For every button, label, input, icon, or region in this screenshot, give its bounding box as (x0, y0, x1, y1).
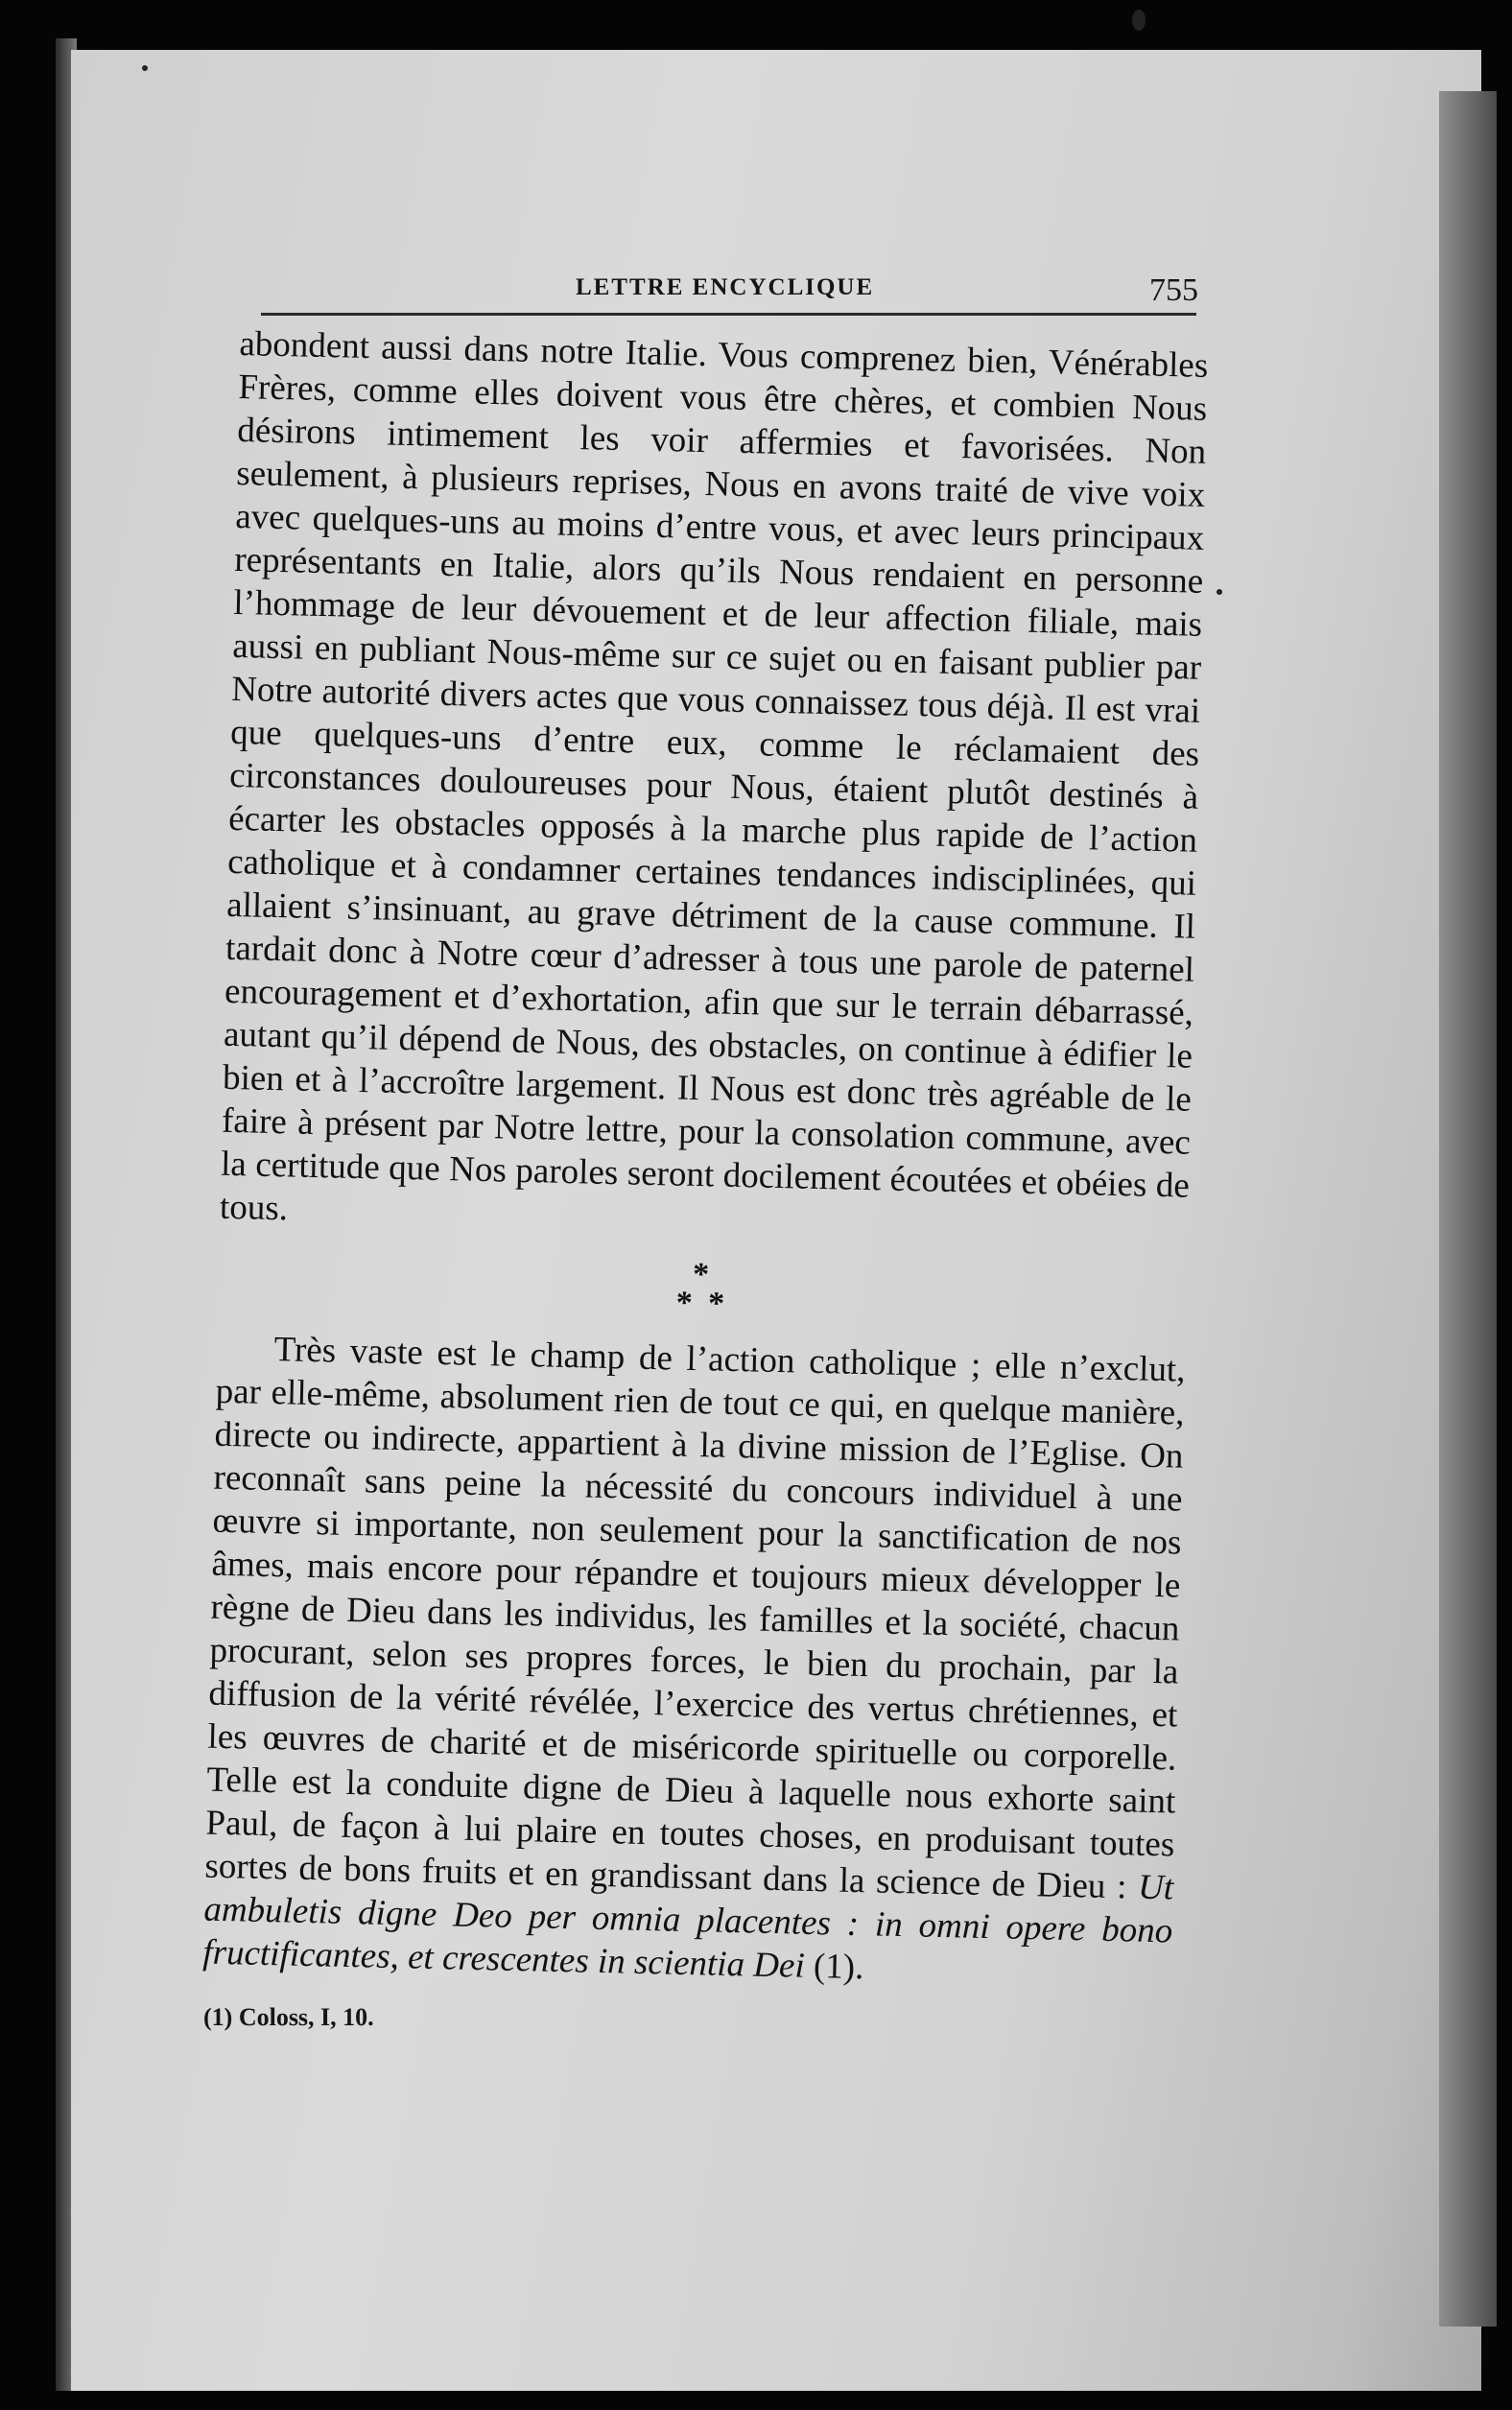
page-header (259, 274, 1218, 309)
speck (1132, 10, 1146, 31)
paragraph-2 (202, 1327, 1186, 1997)
footnote-reference: (1). (804, 1946, 864, 1988)
latin-quote: Ut ambuletis digne Deo per omnia placentes : in omni opere bono fructificantes, et crescentes in scientia Dei (201, 1867, 1174, 1986)
asterism-top: * (692, 1256, 714, 1293)
paragraph-2-text: Très vaste est le champ de l’action catholique ; elle n’exclut, par elle-même, absolument rien de tout ce qui, en quelque manière, directe ou indirecte, appartient à la divine mission de l’Eglise. On reconnaît sans peine la nécessité du concours individuel à une œuvre si importante, non seulement pour la sanctification de nos âmes, mais encore pour répandre et toujours mieux développer le règne de Dieu dans les individus, les familles et la société, chacun procurant, selon ses propres forces, le bien du prochain, par la diffusion de la vérité révélée, l’exercice des vertus chrétiennes, et les œuvres de charité et de miséricorde spirituelle ou corporelle. Telle est la conduite digne de Dieu à laquelle nous exhorte saint Paul, de façon à lui plaire en toutes choses, en produisant toutes sortes de bons fruits et en grandissant dans la science de Dieu : (204, 1330, 1186, 1907)
page-edge-shadow (1439, 91, 1497, 2327)
header-rule (261, 313, 1196, 316)
page-number: 755 (1149, 272, 1198, 308)
body-text (202, 322, 1209, 1996)
section-asterism (218, 1250, 1188, 1330)
footnote: (1) Coloss, I, 10. (203, 2003, 374, 2031)
speck (142, 65, 148, 71)
running-head: LETTRE ENCYCLIQUE (576, 274, 875, 300)
paragraph-1: abondent aussi dans notre Italie. Vous comprenez bien, Vénérables Frères, comme elles doivent vous être chères, et combien Nous désirons intimement les voir affermies et favorisées. Non seulement, à plusieurs reprises, Nous en avons traité de vive voix avec quelques-uns au moins d’entre vous, et avec leurs principaux représentants en Italie, alors qu’ils Nous rendaient en personne l’hommage de leur dévouement et de leur affection filiale, mais aussi en publiant Nous-même sur ce sujet ou en faisant publier par Notre autorité divers actes que vous connaissez tous déjà. Il est vrai que quelques-uns d’entre eux, comme le réclamaient des circonstances douloureuses pour Nous, étaient plutôt destinés à écarter les obstacles opposés à la marche plus rapide de l’action catholique et à condamner certaines tendances indisciplinées, qui allaient s’insinuant, au grave détriment de la cause commune. Il tardait donc à Notre cœur d’adresser à tous une parole de paternel encouragement et d’exhortation, afin que sur le terrain débarrassé, autant qu’il dépend de Nous, des obstacles, on continue à édifier le bien et à l’accroître largement. Il Nous est donc très agréable de le faire à présent par Notre lettre, pour la consolation commune, avec la certitude que Nos paroles seront docilement écoutées et obéies de tous. (219, 323, 1209, 1229)
asterism-bottom: * * (675, 1285, 729, 1322)
speck (1217, 589, 1222, 595)
